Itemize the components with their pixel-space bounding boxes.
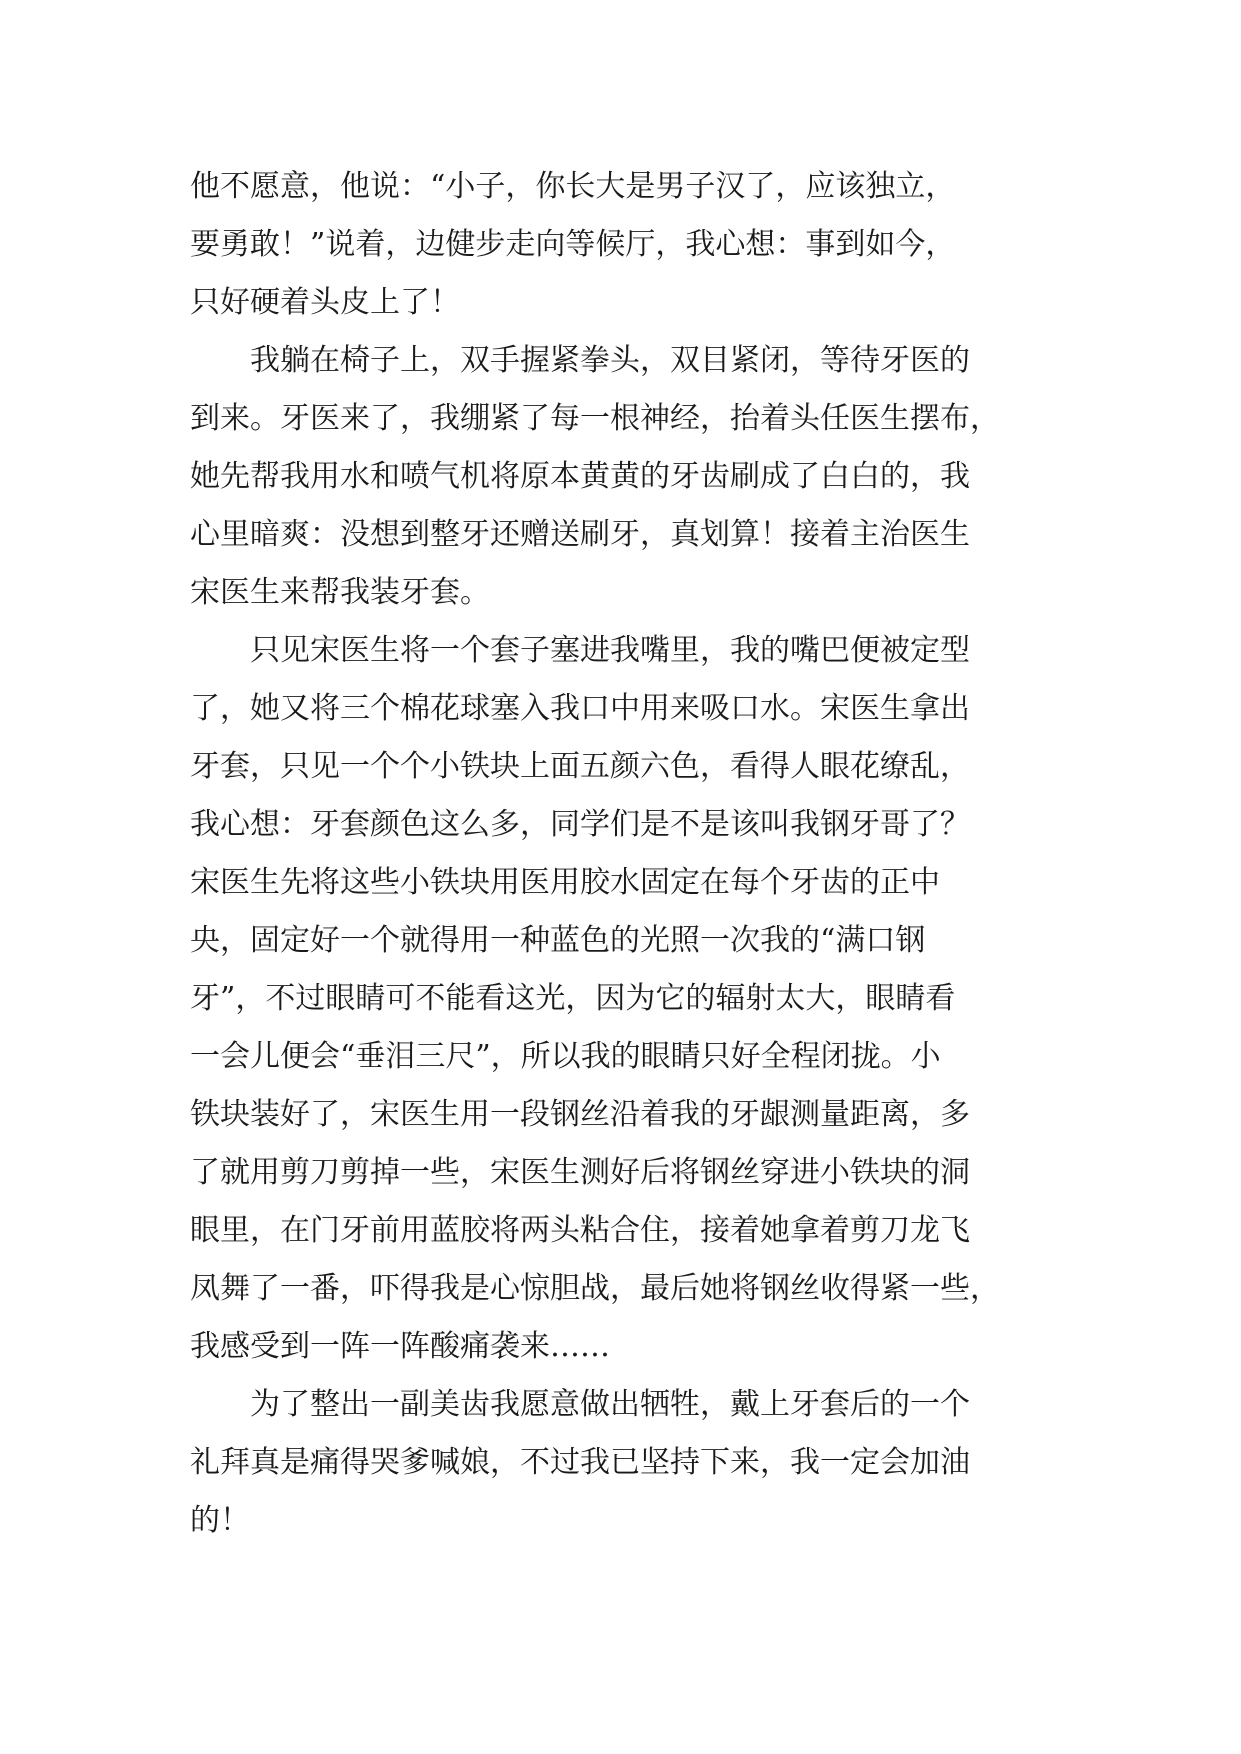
- paragraph-3-line-2: 了，她又将三个棉花球塞入我口中用来吸口水。宋医生拿出: [190, 691, 970, 726]
- paragraph-2-line-4: 心里暗爽：没想到整牙还赠送刷牙，真划算！接着主治医生: [190, 517, 970, 552]
- paragraph-2-line-5: 宋医生来帮我装牙套。: [190, 575, 490, 610]
- paragraph-4-line-2: 礼拜真是痛得哭爹喊娘，不过我已坚持下来，我一定会加油: [190, 1445, 970, 1480]
- paragraph-2-line-3: 她先帮我用水和喷气机将原本黄黄的牙齿刷成了白白的，我: [190, 459, 970, 494]
- paragraph-3-line-7: 牙”，不过眼睛可不能看这光，因为它的辐射太大，眼睛看: [190, 981, 956, 1016]
- paragraph-3-line-5: 宋医生先将这些小铁块用医用胶水固定在每个牙齿的正中: [190, 865, 940, 900]
- paragraph-4-line-3: 的！: [190, 1503, 250, 1538]
- paragraph-4-line-1: 为了整出一副美齿我愿意做出牺牲，戴上牙套后的一个: [250, 1387, 970, 1422]
- paragraph-1-line-3: 只好硬着头皮上了！: [190, 285, 460, 320]
- paragraph-2-line-1: 我躺在椅子上，双手握紧拳头，双目紧闭，等待牙医的: [250, 343, 970, 378]
- paragraph-1-line-2: 要勇敢！”说着，边健步走向等候厅，我心想：事到如今，: [190, 227, 956, 262]
- paragraph-3-line-10: 了就用剪刀剪掉一些，宋医生测好后将钢丝穿进小铁块的洞: [190, 1155, 970, 1190]
- essay-body: [190, 158, 1070, 1550]
- paragraph-3-line-3: 牙套，只见一个个小铁块上面五颜六色，看得人眼花缭乱，: [190, 749, 970, 784]
- paragraph-2: [190, 332, 1070, 622]
- paragraph-3-line-11: 眼里，在门牙前用蓝胶将两头粘合住，接着她拿着剪刀龙飞: [190, 1213, 970, 1248]
- paragraph-3-line-9: 铁块装好了，宋医生用一段钢丝沿着我的牙龈测量距离，多: [190, 1097, 970, 1132]
- paragraph-3-line-13: 我感受到一阵一阵酸痛袭来……: [190, 1329, 610, 1364]
- paragraph-4: [190, 1376, 1070, 1550]
- paragraph-1-line-1: 他不愿意，他说：“小子，你长大是男子汉了，应该独立，: [190, 169, 956, 204]
- paragraph-1: [190, 158, 1070, 332]
- paragraph-3-line-1: 只见宋医生将一个套子塞进我嘴里，我的嘴巴便被定型: [250, 633, 970, 668]
- paragraph-3-line-12: 凤舞了一番，吓得我是心惊胆战，最后她将钢丝收得紧一些，: [190, 1271, 1000, 1306]
- paragraph-2-line-2: 到来。牙医来了，我绷紧了每一根神经，抬着头任医生摆布，: [190, 401, 1000, 436]
- paragraph-3-line-4: 我心想：牙套颜色这么多，同学们是不是该叫我钢牙哥了？: [190, 807, 970, 842]
- paragraph-3-line-8: 一会儿便会“垂泪三尺”，所以我的眼睛只好全程闭拢。小: [190, 1039, 941, 1074]
- paragraph-3: [190, 622, 1070, 1376]
- paragraph-3-line-6: 央，固定好一个就得用一种蓝色的光照一次我的“满口钢: [190, 923, 926, 958]
